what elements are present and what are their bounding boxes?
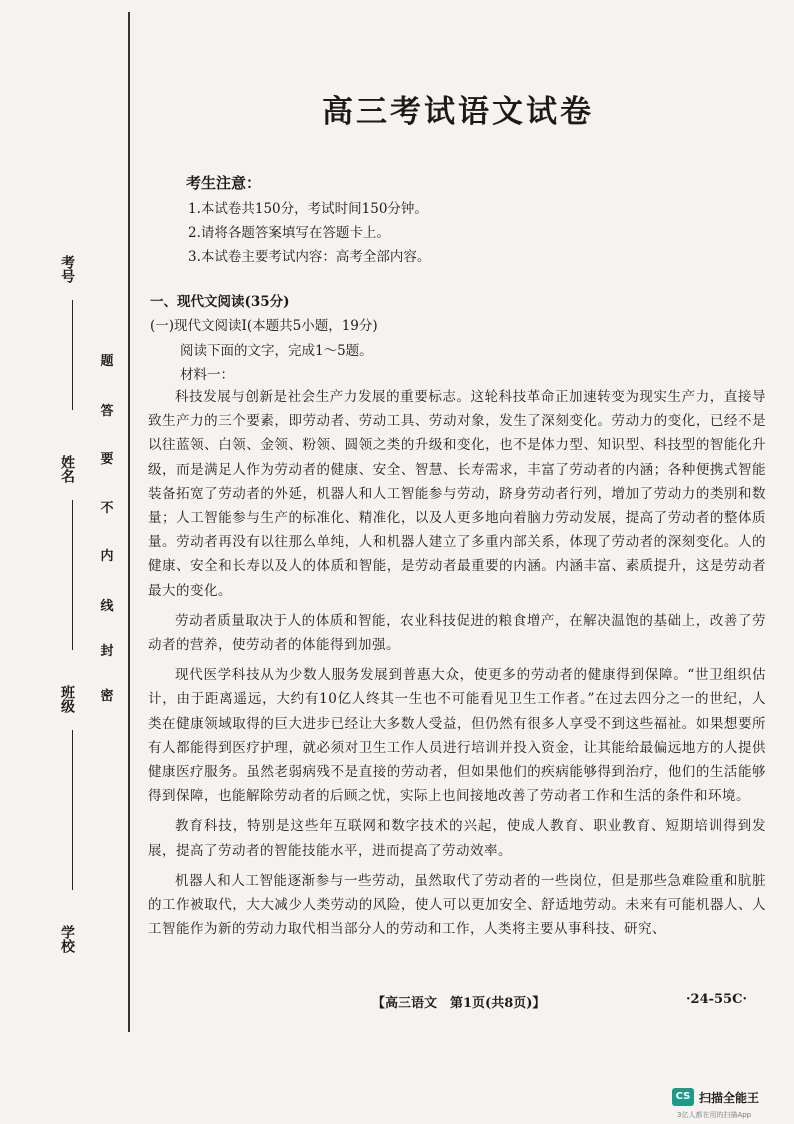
material-label: 材料一： [180,367,234,383]
notice-item: 1.本试卷共150分，考试时间150分钟。 [188,201,428,217]
paragraph: 劳动者质量取决于人的体质和智能，农业科技促进的粮食增产，在解决温饱的基础上，改善了劳动者的营养，使劳动者的体能得到加强。 [148,612,766,654]
paper-code: ·24-55C· [686,992,747,1007]
seal-char-2: 答 [100,404,114,419]
class-line [72,730,73,890]
scanner-tagline: 3亿人都在用的扫描App [677,1111,752,1119]
page-title: 高三考试语文试卷 [322,94,594,130]
seal-char-6: 线 [100,599,114,614]
section-heading: 一、现代文阅读(35分) [150,294,290,310]
exam-number-text: 考号 [59,255,75,283]
name-text: 姓名 [59,455,75,483]
notice-item: 2.请将各题答案填写在答题卡上。 [188,225,390,241]
paragraph: 现代医学科技从为少数人服务发展到普惠大众，使更多的劳动者的健康得到保障。“世卫组织估计，由于距离遥远，大约有10亿人终其一生也不可能看见卫生工作者。”在过去四分之一的世纪，人类在健康领域取得的巨大进步已经让大多数人受益，但仍然有很多人享受不到这些福祉。如果想要所有人都能得到医疗护理，就必须对卫生工作人员进行培训并投入资金，让其能给最偏远地方的人提供健康医疗服务。虽然老弱病残不是直接的劳动者，但如果他们的疾病能够得到治疗，他们的生活能够得到保障，也能解除劳动者的后顾之忧，实际上也间接地改善了劳动者工作和生活的条件和环境。 [148,667,766,805]
scanner-watermark [672,1088,759,1106]
name-line [72,500,73,650]
scanner-name: 扫描全能王 [699,1090,760,1105]
exam-number-label [58,255,78,283]
instruction-text: 阅读下面的文字，完成1～5题。 [180,343,373,359]
seal-char-1: 题 [100,354,114,369]
class-text: 班级 [59,685,75,713]
notice-item: 3.本试卷主要考试内容：高考全部内容。 [188,249,431,265]
seal-char-5: 内 [100,549,114,564]
seal-char-8: 密 [100,689,114,704]
school-text: 学校 [59,925,75,953]
exam-number-line [72,300,73,410]
subsection-heading: (一)现代文阅读Ⅰ(本题共5小题，19分) [150,318,378,334]
paragraph: 教育科技，特别是这些年互联网和数字技术的兴起，使成人教育、职业教育、短期培训得到发展，提高了劳动者的智能技能水平，进而提高了劳动效率。 [148,818,766,859]
name-label [58,455,78,483]
notice-heading: 考生注意： [186,174,262,192]
class-label [58,685,78,713]
paragraph: 机器人和人工智能逐渐参与一些劳动，虽然取代了劳动者的一些岗位，但是那些急难险重和肮脏的工作被取代，大大减少人类劳动的风险，使人可以更加安全、舒适地劳动。未来有可能机器人、人工智能作为新的劳动力取代相当部分人的劳动和工作，人类将主要从事科技、研究、 [148,872,766,938]
seal-char-4: 不 [100,501,114,516]
seal-char-3: 要 [100,452,114,467]
paragraph: 科技发展与创新是社会生产力发展的重要标志。这轮科技革命正加速转变为现实生产力，直接导致生产力的三个要素，即劳动者、劳动工具、劳动对象，发生了深刻变化。劳动力的变化，已经不是以往蓝领、白领、金领、粉领、圆领之类的升级和变化，也不是体力型、知识型、科技型的智能化升级，而是满足人作为劳动者的健康、安全、智慧、长寿需求，丰富了劳动者的内涵；各种便携式智能装备拓宽了劳动者的外延，机器人和人工智能参与劳动，跻身劳动者行列，增加了劳动力的类别和数量；人工智能参与生产的标准化、精准化，以及人更多地向着脑力劳动发展，提高了劳动者的整体质量。劳动者再没有以往那么单纯，人和机器人建立了多重内部关系，体现了劳动者的深刻变化。人的健康、安全和长寿以及人的体质和智能，是劳动者最重要的内涵。内涵丰富、素质提升，这是劳动者最大的变化。 [148,389,766,599]
binding-margin [0,0,128,1050]
article-body [148,385,766,941]
page-footer: 【高三语文 第1页(共8页)】 [372,996,546,1011]
seal-char-7: 封 [100,644,114,659]
binding-line [128,12,130,1032]
school-label [58,925,78,953]
scanner-logo-icon: CS [672,1088,694,1106]
